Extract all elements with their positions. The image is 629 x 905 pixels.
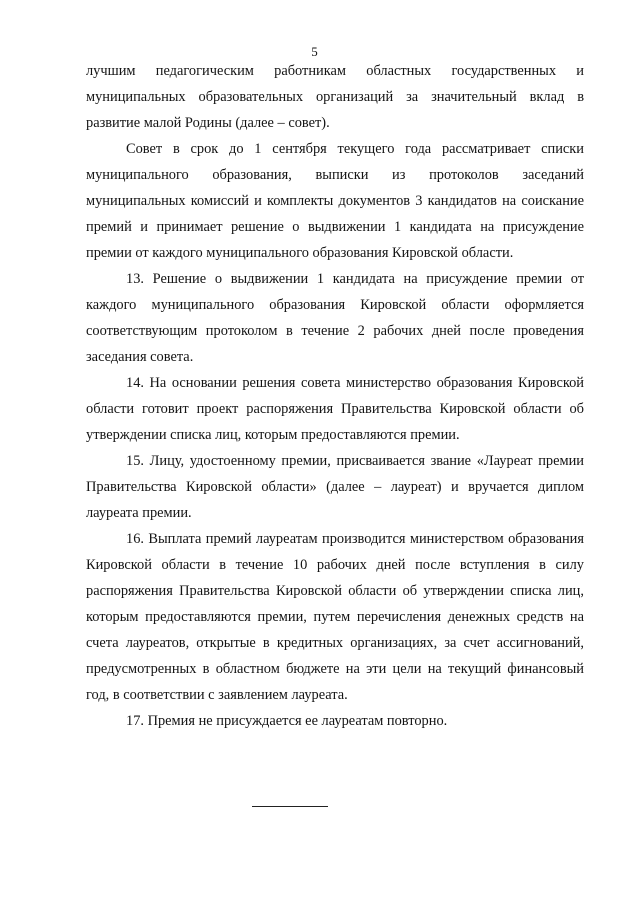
document-body (86, 58, 584, 734)
paragraph-council-definition-end: лучшим педагогическим работникам областных государственных и муниципальных образовательных организаций за значительный вклад в развитие малой Родины (далее – совет). (86, 63, 584, 131)
paragraph-16-prize-payment: 16. Выплата премий лауреатам производится министерством образования Кировской области в течение 10 рабочих дней после вступления в силу распоряжения Правительства Кировской области об утверждении списка лиц, которым предоставляются премии, путем перечисления денежных средств на счета лауреатов, открытые в кредитных организациях, за счет ассигнований, предусмотренных в областном бюджете на эти цели на текущий финансовый год, в соответствии с заявлением лауреата. (86, 531, 584, 703)
paragraph-council-review: Совет в срок до 1 сентября текущего года рассматривает списки муниципального образования, выписки из протоколов заседаний муниципальных комиссий и комплекты документов 3 кандидатов на соискание премий и принимает решение о выдвижении 1 кандидата на присуждение премии от каждого муниципального образования Кировской области. (86, 141, 584, 261)
page-number: 5 (311, 44, 318, 59)
paragraph-17-no-repeat-award: 17. Премия не присуждается ее лауреатам повторно. (126, 713, 448, 729)
paragraph-13-nomination-protocol: 13. Решение о выдвижении 1 кандидата на присуждение премии от каждого муниципального образования Кировской области оформляется соответствующим протоколом в течение 2 рабочих дней после проведения заседания совета. (86, 271, 584, 365)
paragraph-15-laureate-title: 15. Лицу, удостоенному премии, присваивается звание «Лауреат премии Правительства Кировской области» (далее – лауреат) и вручается диплом лауреата премии. (86, 453, 584, 521)
paragraph-14-draft-order: 14. На основании решения совета министерство образования Кировской области готовит проект распоряжения Правительства Кировской области об утверждении списка лиц, которым предоставляются премии. (86, 375, 584, 443)
closing-divider-line (252, 806, 328, 807)
